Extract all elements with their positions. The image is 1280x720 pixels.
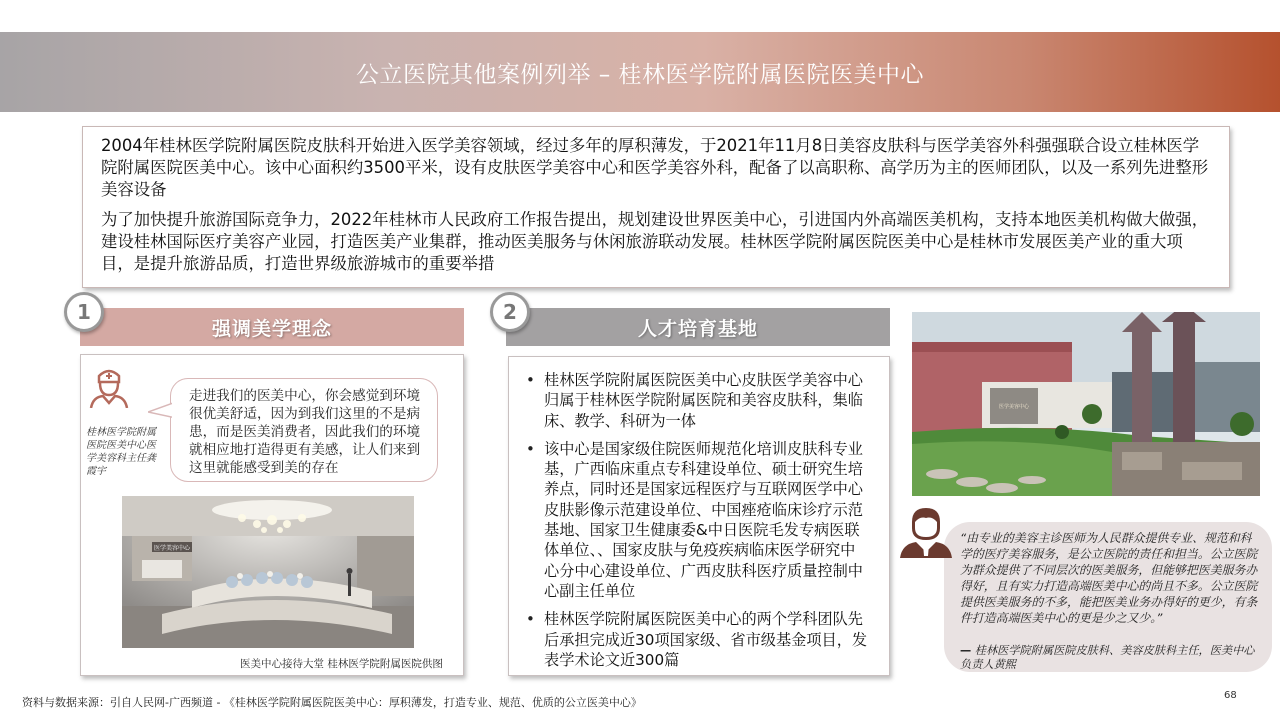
bullet-item: • 该中心是国家级住院医师规范化培训皮肤科专业基，广西临床重点专科建设单位、硕士研究生培养点，同时还是国家远程医疗与互联网医学中心皮肤影像示范建设单位、中国痤疮临床诊疗示范基地、国家卫生健康委&中日医院毛发专病医联体单位、、国家皮肤与免疫疾病临床医学研究中心分中心建设单位、广西皮肤科医疗质量控制中心副主任单位 xyxy=(520,439,870,601)
section1-number-badge: 1 xyxy=(64,292,104,332)
page-title: 公立医院其他案例列举 – 桂林医学院附属医院医美中心 xyxy=(355,61,925,88)
lobby-photo-caption: 医美中心接待大堂 桂林医学院附属医院供图 xyxy=(240,658,443,670)
section1-header xyxy=(80,308,464,346)
quote-text: “由专业的美容主诊医师为人民群众提供专业、规范和科学的医疗美容服务，是公立医院的责任和担当。公立医院为群众提供了不同层次的医美服务，但能够把医美服务办得好，且有实力打造高端医美中心的尚且不多。公立医院提供医美服务的不多，能把医美业务办得好的更少，有条件打造高端医美中心的更是少之又少。” xyxy=(960,531,1258,626)
section2-header xyxy=(506,308,890,346)
person-icon xyxy=(898,506,954,558)
quote-author xyxy=(960,644,1260,672)
garden-sign-text: 医学美容中心 xyxy=(998,404,1030,410)
doctor-icon xyxy=(88,368,130,408)
lobby-photo xyxy=(122,496,414,648)
bullet-item: • 桂林医学院附属医院医美中心皮肤医学美容中心归属于桂林医学院附属医院和美容皮肤科，集临床、教学、科研为一体 xyxy=(520,370,870,431)
intro-paragraph-1: 2004年桂林医学院附属医院皮肤科开始进入医学美容领域，经过多年的厚积薄发，于2021年11月8日美容皮肤科与医学美容外科强强联合设立桂林医学院附属医院医美中心。该中心面积约3500平米，设有皮肤医学美容中心和医学美容外科，配备了以高职称、高学历为主的医师团队，以及一系列先进整形美容设备 xyxy=(101,136,1209,199)
section1-heading: 强调美学理念 xyxy=(211,317,332,340)
source-note: 资料与数据来源：引自人民网-广西频道 - 《桂林医学院附属医院医美中心：厚积薄发，打造专业、规范、优质的公立医美中心》 xyxy=(22,696,642,709)
quote-author-dash: — xyxy=(960,644,972,657)
page-number: 68 xyxy=(1224,690,1237,701)
section2-heading: 人才培育基地 xyxy=(637,317,758,340)
bullet-item: • 桂林医学院附属医院医美中心的两个学科团队先后承担完成近30项国家级、省市级基金项目，发表学术论文近300篇 xyxy=(520,609,870,670)
speaker-caption: 桂林医学院附属医院医美中心医学美容科主任龚霞宇 xyxy=(86,427,156,477)
quote-author-text: 桂林医学院附属医院皮肤科、美容皮肤科主任，医美中心负责人黄熙 xyxy=(960,644,1255,671)
garden-photo xyxy=(912,312,1260,496)
title-bar xyxy=(0,32,1280,112)
lobby-sign-text: 医学美容中心 xyxy=(153,545,191,552)
section2-number-badge: 2 xyxy=(490,292,530,332)
speech-bubble: 走进我们的医美中心，你会感觉到环境很优美舒适，因为到我们这里的不是病患，而是医美消费者，因此我们的环境就相应地打造得更有美感，让人们来到这里就能感受到美的存在 xyxy=(170,378,438,482)
intro-box xyxy=(82,126,1230,288)
section2-bullet-list xyxy=(520,370,870,678)
intro-paragraph-2: 为了加快提升旅游国际竞争力，2022年桂林市人民政府工作报告提出，规划建设世界医美中心，引进国内外高端医美机构，支持本地医美机构做大做强，建设桂林国际医疗美容产业园，打造医美产业集群，推动医美服务与休闲旅游联动发展。桂林医学院附属医院医美中心是桂林市发展医美产业的重大项目，是提升旅游品质，打造世界级旅游城市的重要举措 xyxy=(101,210,1209,273)
speech-bubble-tail xyxy=(148,400,176,422)
